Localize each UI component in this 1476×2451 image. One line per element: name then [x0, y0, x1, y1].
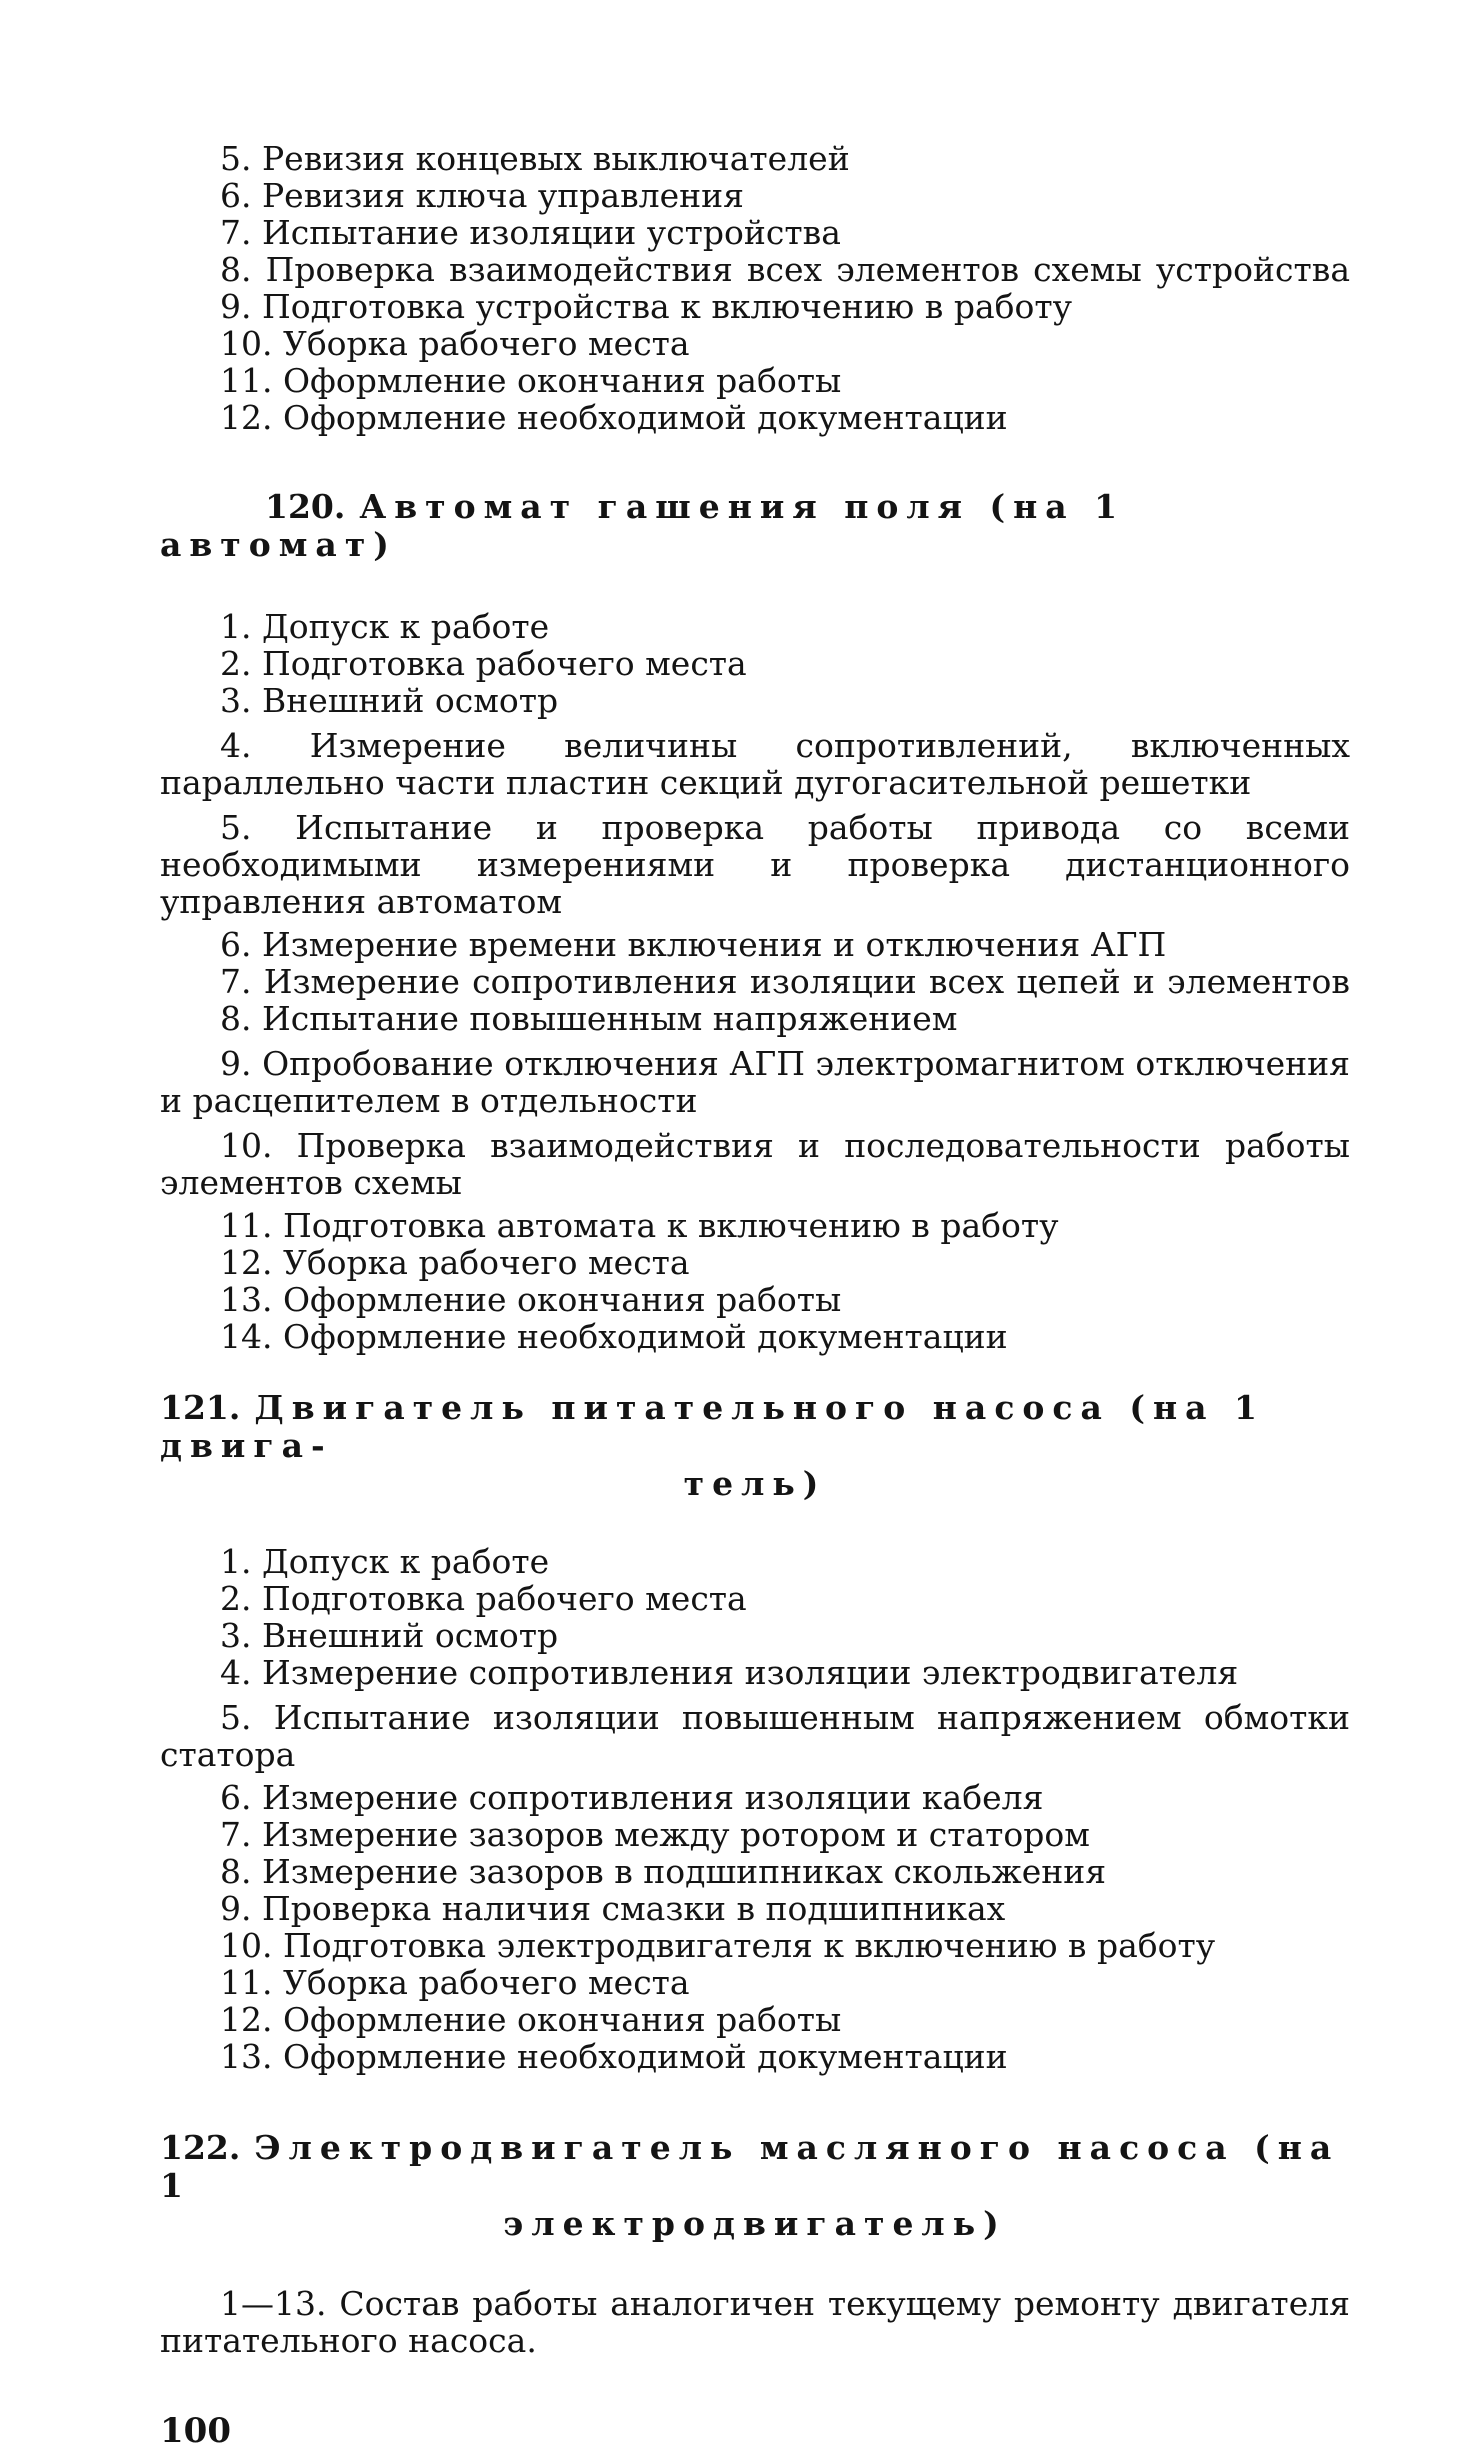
list-item: 5. Ревизия концевых выключателей	[220, 139, 850, 178]
section-title-line1: Электродвигатель масляного насоса (на 1	[160, 2128, 1340, 2205]
list-item: 13. Оформление окончания работы	[220, 1280, 842, 1319]
list-item: 12. Оформление окончания работы	[220, 2000, 842, 2039]
list-item: 8. Испытание повышенным напряжением	[220, 999, 958, 1038]
list-item: 2. Подготовка рабочего места	[220, 1579, 747, 1618]
list-item: 4. Измерение сопротивления изоляции электродвигателя	[220, 1653, 1239, 1692]
list-item: 12. Оформление необходимой документации	[220, 398, 1008, 437]
list-item: 9. Опробование отключения АГП электромагнитом отключения и расцепителем в отдельности	[160, 1044, 1350, 1120]
list-item: 6. Измерение сопротивления изоляции кабеля	[220, 1778, 1044, 1817]
section-heading-122	[160, 2129, 1350, 2243]
section-title: Автомат гашения поля (на 1 автомат)	[160, 487, 1126, 564]
list-item: 7. Измерение зазоров между ротором и статором	[220, 1815, 1090, 1854]
list-item: 13. Оформление необходимой документации	[220, 2037, 1008, 2076]
section-title-line2: тель)	[683, 1464, 827, 1503]
section-122-text: 1—13. Состав работы аналогичен текущему ремонту двигателя питательного насоса.	[160, 2284, 1350, 2360]
section-121-list	[160, 1543, 1350, 2075]
list-item: 3. Внешний осмотр	[220, 681, 559, 720]
list-item: 4. Измерение величины сопротивлений, включенных параллельно части пластин секций дугогасительной решетки	[160, 726, 1350, 802]
list-item: 11. Подготовка автомата к включению в работу	[220, 1206, 1059, 1245]
section-heading-120	[160, 488, 1350, 564]
section-120-list	[160, 608, 1350, 1355]
section-number: 120.	[265, 487, 346, 526]
list-item: 8. Измерение зазоров в подшипниках скольжения	[220, 1852, 1107, 1891]
list-item: 2. Подготовка рабочего места	[220, 644, 747, 683]
list-item: 10. Уборка рабочего места	[220, 324, 690, 363]
list-item: 14. Оформление необходимой документации	[220, 1317, 1008, 1356]
list-item: 7. Измерение сопротивления изоляции всех цепей и элементов	[220, 962, 1350, 1001]
list-item: 1. Допуск к работе	[220, 607, 550, 646]
list-item: 9. Проверка наличия смазки в подшипниках	[220, 1889, 1006, 1928]
list-item: 10. Подготовка электродвигателя к включению в работу	[220, 1926, 1216, 1965]
list-item: 8. Проверка взаимодействия всех элементов схемы устройства	[220, 250, 1350, 289]
section-title-line2: электродвигатель)	[503, 2204, 1007, 2243]
list-item: 9. Подготовка устройства к включению в работу	[220, 287, 1073, 326]
section-number: 122.	[160, 2128, 241, 2167]
list-item: 11. Оформление окончания работы	[220, 361, 842, 400]
list-item: 3. Внешний осмотр	[220, 1616, 559, 1655]
list-item: 10. Проверка взаимодействия и последовательности работы элементов схемы	[160, 1126, 1350, 1202]
section-number: 121.	[160, 1388, 241, 1427]
list-item: 6. Ревизия ключа управления	[220, 176, 744, 215]
list-item: 5. Испытание изоляции повышенным напряжением обмотки статора	[160, 1698, 1350, 1774]
list-item: 5. Испытание и проверка работы привода со всеми необходимыми измерениями и проверка дистанционного управления автоматом	[160, 808, 1350, 921]
list-item: 12. Уборка рабочего места	[220, 1243, 690, 1282]
page-number: 100	[160, 2411, 231, 2451]
list-item: 6. Измерение времени включения и отключения АГП	[220, 925, 1167, 964]
top-list	[160, 140, 1350, 436]
section-heading-121	[160, 1389, 1350, 1503]
section-title-line1: Двигатель питательного насоса (на 1 двига-	[160, 1388, 1265, 1465]
list-item: 7. Испытание изоляции устройства	[220, 213, 841, 252]
list-item: 1. Допуск к работе	[220, 1542, 550, 1581]
document-page	[160, 140, 1350, 2451]
list-item: 11. Уборка рабочего места	[220, 1963, 690, 2002]
